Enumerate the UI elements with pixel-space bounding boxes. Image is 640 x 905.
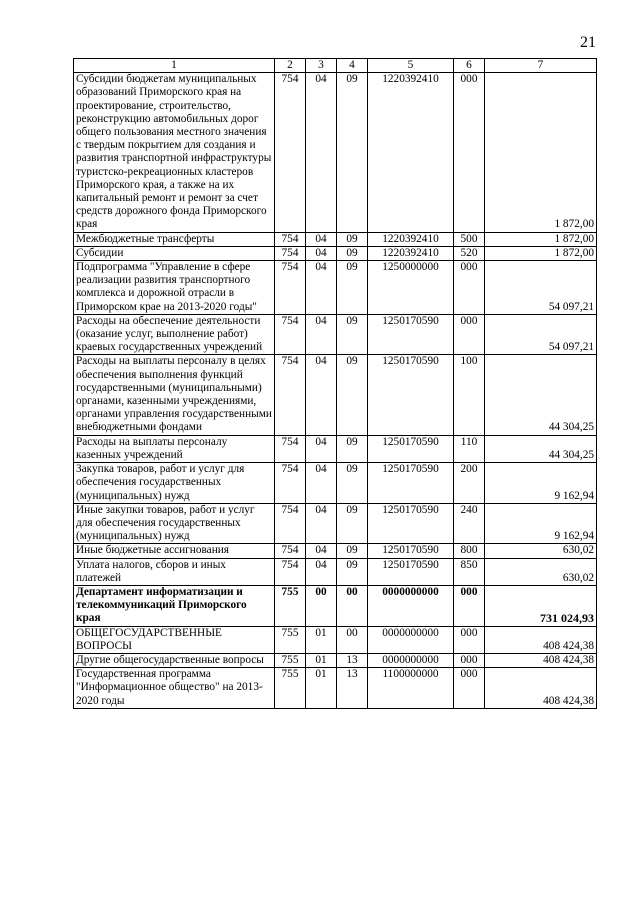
amount: 54 097,21 <box>485 314 597 355</box>
subsection-code: 09 <box>337 232 368 246</box>
amount: 9 162,94 <box>485 463 597 504</box>
amount: 44 304,25 <box>485 435 597 462</box>
subsection-code: 00 <box>337 626 368 653</box>
expense-type-code: 000 <box>454 668 485 709</box>
amount: 54 097,21 <box>485 261 597 315</box>
expense-type-code: 100 <box>454 355 485 435</box>
ministry-code: 754 <box>275 435 306 462</box>
section-code: 04 <box>306 232 337 246</box>
expense-type-code: 000 <box>454 626 485 653</box>
subsection-code: 13 <box>337 668 368 709</box>
target-article-code: 1220392410 <box>368 246 454 260</box>
expense-type-code: 000 <box>454 73 485 232</box>
ministry-code: 754 <box>275 503 306 544</box>
ministry-code: 755 <box>275 585 306 626</box>
ministry-code: 755 <box>275 626 306 653</box>
subsection-code: 13 <box>337 653 368 667</box>
subsection-code: 09 <box>337 558 368 585</box>
amount: 408 424,38 <box>485 653 597 667</box>
table-row <box>74 261 597 315</box>
header-col-7: 7 <box>485 59 597 73</box>
section-code: 04 <box>306 314 337 355</box>
expense-type-code: 520 <box>454 246 485 260</box>
item-name: Иные бюджетные ассигнования <box>74 544 275 558</box>
item-name: Уплата налогов, сборов и иных платежей <box>74 558 275 585</box>
table-row <box>74 503 597 544</box>
ministry-code: 754 <box>275 246 306 260</box>
expense-type-code: 240 <box>454 503 485 544</box>
target-article-code: 1100000000 <box>368 668 454 709</box>
item-name: Субсидии <box>74 246 275 260</box>
item-name: Департамент информатизации и телекоммуникаций Приморского края <box>74 585 275 626</box>
ministry-code: 754 <box>275 73 306 232</box>
subsection-code: 00 <box>337 585 368 626</box>
amount: 1 872,00 <box>485 246 597 260</box>
target-article-code: 0000000000 <box>368 626 454 653</box>
subsection-code: 09 <box>337 435 368 462</box>
subsection-code: 09 <box>337 463 368 504</box>
expense-type-code: 500 <box>454 232 485 246</box>
header-col-2: 2 <box>275 59 306 73</box>
expense-type-code: 110 <box>454 435 485 462</box>
amount: 630,02 <box>485 544 597 558</box>
table-row <box>74 232 597 246</box>
subsection-code: 09 <box>337 314 368 355</box>
item-name: Межбюджетные трансферты <box>74 232 275 246</box>
page-number: 21 <box>580 34 596 51</box>
section-code: 04 <box>306 246 337 260</box>
table-row <box>74 463 597 504</box>
target-article-code: 1220392410 <box>368 232 454 246</box>
target-article-code: 1250170590 <box>368 435 454 462</box>
amount: 630,02 <box>485 558 597 585</box>
table-row <box>74 435 597 462</box>
section-code: 00 <box>306 585 337 626</box>
target-article-code: 1250000000 <box>368 261 454 315</box>
section-code: 01 <box>306 668 337 709</box>
table-row <box>74 314 597 355</box>
section-code: 04 <box>306 463 337 504</box>
target-article-code: 0000000000 <box>368 653 454 667</box>
subsection-code: 09 <box>337 544 368 558</box>
item-name: Субсидии бюджетам муниципальных образований Приморского края на проектирование, строительство, реконструкцию автомобильных дорог общего пользования местного значения с твердым покрытием для создания и развития транспортной инфраструктуры туристско-рекреационных кластеров Приморского края, а также на их капитальный ремонт и ремонт за счет средств дорожного фонда Приморского края <box>74 73 275 232</box>
section-code: 01 <box>306 626 337 653</box>
amount: 9 162,94 <box>485 503 597 544</box>
section-code: 04 <box>306 73 337 232</box>
section-code: 04 <box>306 355 337 435</box>
table-row <box>74 544 597 558</box>
section-code: 04 <box>306 435 337 462</box>
subsection-code: 09 <box>337 246 368 260</box>
header-col-5: 5 <box>368 59 454 73</box>
target-article-code: 1250170590 <box>368 558 454 585</box>
expense-type-code: 000 <box>454 314 485 355</box>
amount: 1 872,00 <box>485 232 597 246</box>
subsection-code: 09 <box>337 503 368 544</box>
header-row <box>74 59 597 73</box>
expense-type-code: 800 <box>454 544 485 558</box>
table-row <box>74 558 597 585</box>
ministry-code: 754 <box>275 314 306 355</box>
item-name: ОБЩЕГОСУДАРСТВЕННЫЕ ВОПРОСЫ <box>74 626 275 653</box>
header-col-4: 4 <box>337 59 368 73</box>
header-col-3: 3 <box>306 59 337 73</box>
ministry-code: 754 <box>275 558 306 585</box>
subsection-code: 09 <box>337 355 368 435</box>
expense-type-code: 200 <box>454 463 485 504</box>
expense-type-code: 000 <box>454 261 485 315</box>
item-name: Расходы на выплаты персоналу в целях обеспечения выполнения функций государственными (муниципальными) органами, казенными учреждениями, органами управления государственными внебюджетными фондами <box>74 355 275 435</box>
table-row <box>74 668 597 709</box>
amount: 408 424,38 <box>485 626 597 653</box>
table-row <box>74 246 597 260</box>
header-col-6: 6 <box>454 59 485 73</box>
subsection-code: 09 <box>337 73 368 232</box>
amount: 731 024,93 <box>485 585 597 626</box>
amount: 1 872,00 <box>485 73 597 232</box>
ministry-code: 754 <box>275 232 306 246</box>
item-name: Расходы на выплаты персоналу казенных учреждений <box>74 435 275 462</box>
section-code: 04 <box>306 558 337 585</box>
ministry-code: 755 <box>275 653 306 667</box>
expense-type-code: 850 <box>454 558 485 585</box>
target-article-code: 1250170590 <box>368 503 454 544</box>
amount: 408 424,38 <box>485 668 597 709</box>
table-row <box>74 355 597 435</box>
table-row <box>74 626 597 653</box>
item-name: Иные закупки товаров, работ и услуг для обеспечения государственных (муниципальных) нужд <box>74 503 275 544</box>
item-name: Закупка товаров, работ и услуг для обеспечения государственных (муниципальных) нужд <box>74 463 275 504</box>
section-code: 01 <box>306 653 337 667</box>
target-article-code: 1250170590 <box>368 314 454 355</box>
expense-type-code: 000 <box>454 585 485 626</box>
target-article-code: 1250170590 <box>368 463 454 504</box>
ministry-code: 754 <box>275 463 306 504</box>
table-row <box>74 73 597 232</box>
table-row <box>74 585 597 626</box>
item-name: Государственная программа "Информационное общество" на 2013-2020 годы <box>74 668 275 709</box>
header-col-1: 1 <box>74 59 275 73</box>
subsection-code: 09 <box>337 261 368 315</box>
ministry-code: 754 <box>275 544 306 558</box>
ministry-code: 754 <box>275 261 306 315</box>
item-name: Расходы на обеспечение деятельности (оказание услуг, выполнение работ) краевых государственных учреждений <box>74 314 275 355</box>
ministry-code: 754 <box>275 355 306 435</box>
table-row <box>74 653 597 667</box>
section-code: 04 <box>306 261 337 315</box>
amount: 44 304,25 <box>485 355 597 435</box>
target-article-code: 1250170590 <box>368 355 454 435</box>
budget-table <box>73 58 597 709</box>
target-article-code: 1220392410 <box>368 73 454 232</box>
item-name: Другие общегосударственные вопросы <box>74 653 275 667</box>
ministry-code: 755 <box>275 668 306 709</box>
expense-type-code: 000 <box>454 653 485 667</box>
section-code: 04 <box>306 544 337 558</box>
target-article-code: 1250170590 <box>368 544 454 558</box>
target-article-code: 0000000000 <box>368 585 454 626</box>
section-code: 04 <box>306 503 337 544</box>
item-name: Подпрограмма "Управление в сфере реализации развития транспортного комплекса и дорожной отрасли в Приморском крае на 2013-2020 годы" <box>74 261 275 315</box>
